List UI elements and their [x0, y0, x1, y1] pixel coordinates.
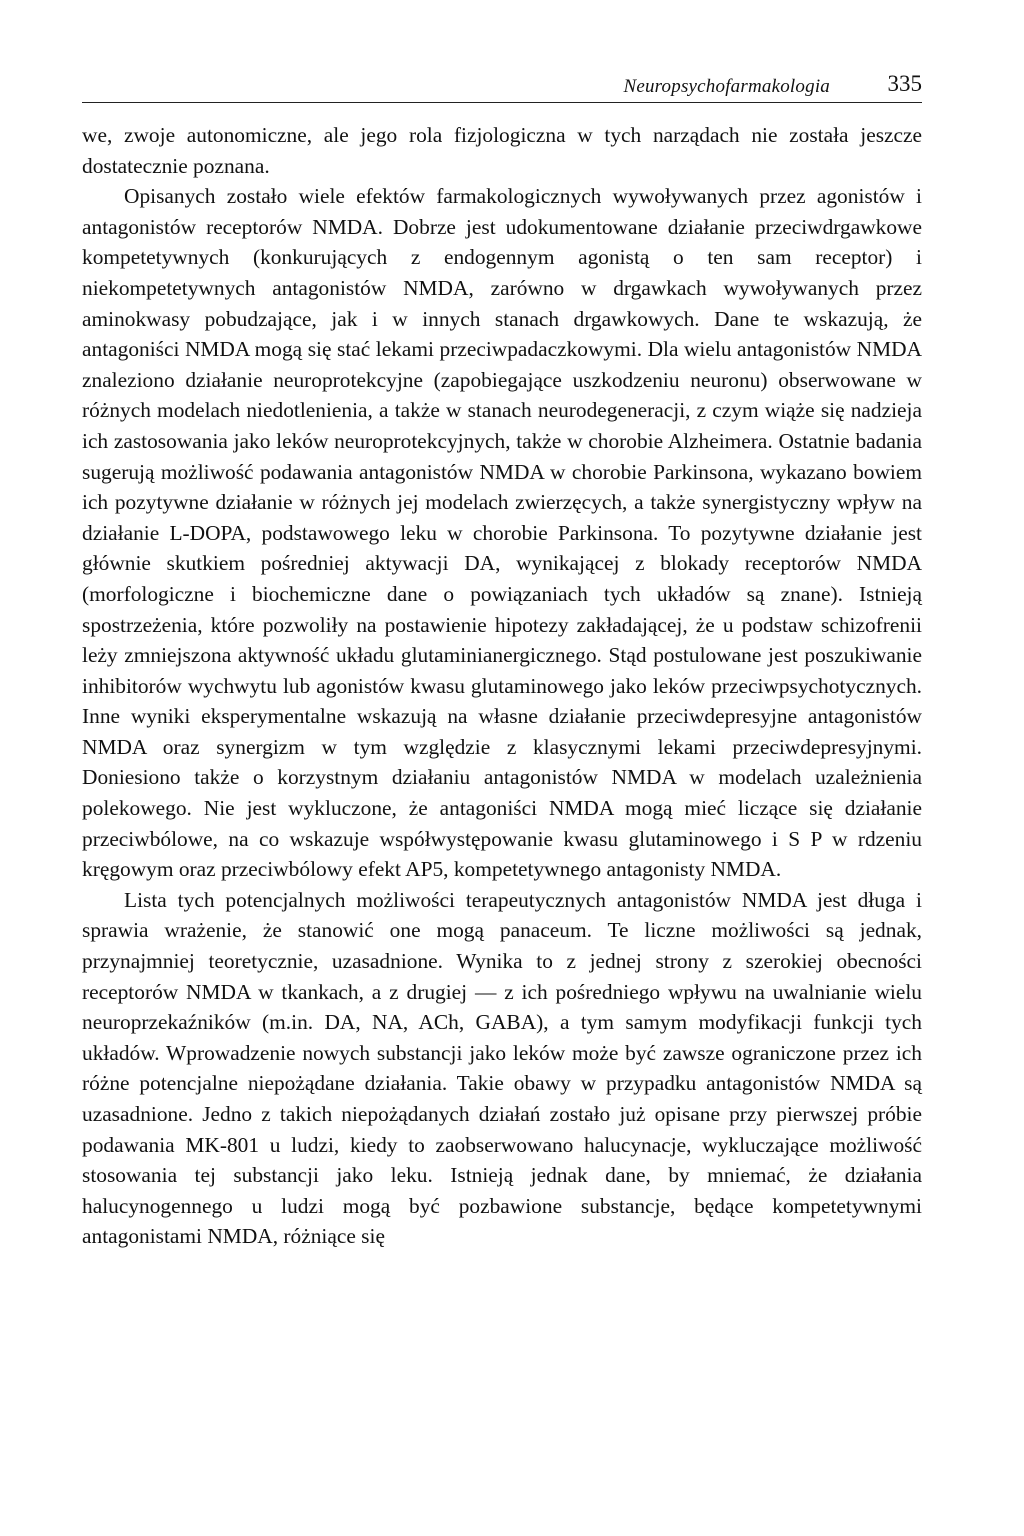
paragraph-continuation: we, zwoje autonomiczne, ale jego rola fizjologiczna w tych narządach nie została jeszcze dostatecznie poznana.: [82, 123, 922, 178]
book-page: [82, 68, 922, 1488]
body-text: [82, 120, 922, 1252]
page-number: 335: [887, 71, 922, 96]
paragraph-nmda-effects: Opisanych zostało wiele efektów farmakologicznych wywoływanych przez agonistów i antagonistów receptorów NMDA. Dobrze jest udokumentowane działanie przeciwdrgawkowe kompetetywnych (konkurujących z endogennym agonistą o ten sam receptor) i niekompetetywnych antagonistów NMDA, zarówno w drgawkach wywoływanych przez aminokwasy pobudzające, jak i w innych stanach drgawkowych. Dane te wskazują, że antagoniści NMDA mogą się stać lekami przeciwpadaczkowymi. Dla wielu antagonistów NMDA znaleziono działanie neuroprotekcyjne (zapobiegające uszkodzeniu neuronu) obserwowane w różnych modelach niedotlenienia, a także w stanach neurodegeneracji, z czym wiąże się nadzieja ich zastosowania jako leków neuroprotekcyjnych, także w chorobie Alzheimera. Ostatnie badania sugerują możliwość podawania antagonistów NMDA w chorobie Parkinsona, wykazano bowiem ich pozytywne działanie w różnych jej modelach zwierzęcych, a także synergistyczny wpływ na działanie L-DOPA, podstawowego leku w chorobie Parkinsona. To pozytywne działanie jest głównie skutkiem pośredniej aktywacji DA, wynikającej z blokady receptorów NMDA (morfologiczne i biochemiczne dane o powiązaniach tych układów są znane). Istnieją spostrzeżenia, które pozwoliły na postawienie hipotezy zakładającej, że u podstaw schizofrenii leży zmniejszona aktywność układu glutaminianergicznego. Stąd postulowane jest poszukiwanie inhibitorów wychwytu lub agonistów kwasu glutaminowego jako leków przeciwpsychotycznych. Inne wyniki eksperymentalne wskazują na własne działanie przeciwdepresyjne antagonistów NMDA oraz synergizm w tym względzie z klasycznymi lekami przeciwdepresyjnymi. Doniesiono także o korzystnym działaniu antagonistów NMDA w modelach uzależnienia polekowego. Nie jest wykluczone, że antagoniści NMDA mogą mieć liczące się działanie przeciwbólowe, na co wskazuje współwystępowanie kwasu glutaminowego i S P w rdzeniu kręgowym oraz przeciwbólowy efekt AP5, kompetetywnego antagonisty NMDA.: [82, 184, 922, 882]
running-header-title: Neuropsychofarmakologia: [623, 76, 830, 97]
paragraph-therapeutic-list: Lista tych potencjalnych możliwości terapeutycznych antagonistów NMDA jest długa i sprawia wrażenie, że stanowić one mogą panaceum. Te liczne możliwości są jednak, przynajmniej teoretycznie, uzasadnione. Wynika to z jednej strony z szerokiej obecności receptorów NMDA w tkankach, a z drugiej — z ich pośredniego wpływu na uwalnianie wielu neuroprzekaźników (m.in. DA, NA, ACh, GABA), a tym samym modyfikacji funkcji tych układów. Wprowadzenie nowych substancji jako leków może być zawsze ograniczone przez ich różne potencjalne niepożądane działania. Takie obawy w przypadku antagonistów NMDA są uzasadnione. Jedno z takich niepożądanych działań zostało już opisane przy pierwszej próbie podawania MK-801 u ludzi, kiedy to zaobserwowano halucynacje, wykluczające możliwość stosowania tej substancji jako leku. Istnieją jednak dane, by mniemać, że działania halucynogennego u ludzi mogą być pozbawione substancje, będące kompetetywnymi antagonistami NMDA, różniące się: [82, 887, 922, 1249]
running-header: [82, 68, 922, 103]
